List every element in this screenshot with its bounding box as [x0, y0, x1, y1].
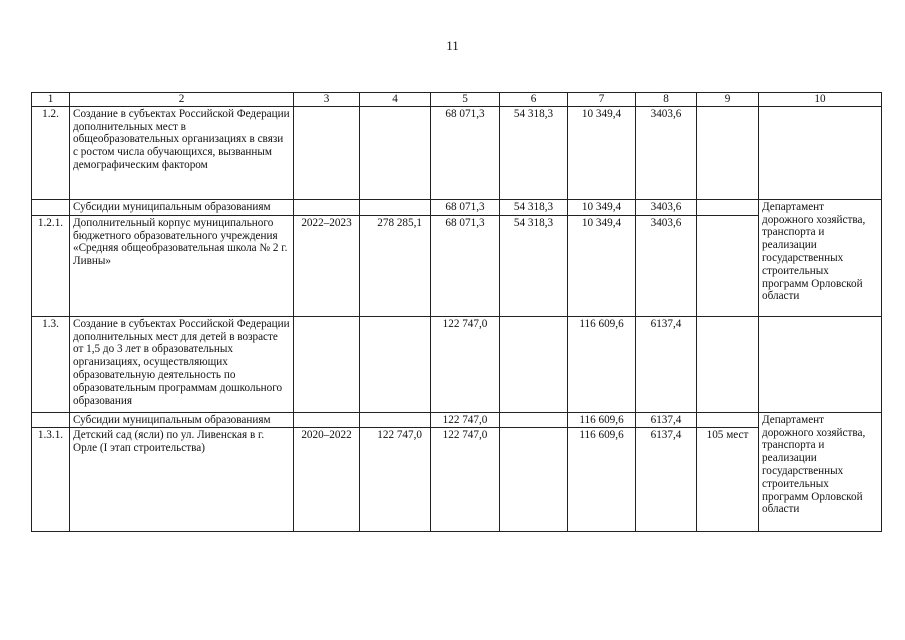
- activity-name: Создание в субъектах Российской Федерации дополнительных мест в общеобразовательных организациях в связи с ростом числа обучающихся, вызванным демографическим фактором: [70, 106, 294, 199]
- cost-cell: [360, 199, 431, 215]
- capacity-cell: [697, 215, 759, 316]
- value-cell: [500, 412, 568, 427]
- value-cell: 122 747,0: [431, 427, 500, 531]
- row-number: 1.2.1.: [32, 215, 70, 316]
- page-number: 11: [446, 38, 459, 53]
- table-row: [32, 316, 882, 412]
- value-cell: 3403,6: [636, 106, 697, 199]
- responsible-cell: Департамент дорожного хозяйства, транспорта и реализации государственных строительных программ Орловской области: [759, 199, 882, 316]
- cost-cell: 278 285,1: [360, 215, 431, 316]
- activity-name: Субсидии муниципальным образованиям: [70, 199, 294, 215]
- value-cell: 54 318,3: [500, 106, 568, 199]
- value-cell: 116 609,6: [568, 427, 636, 531]
- value-cell: 68 071,3: [431, 106, 500, 199]
- value-cell: 68 071,3: [431, 199, 500, 215]
- header-row: [32, 93, 882, 107]
- column-header: 8: [636, 93, 697, 107]
- row-number: 1.3.: [32, 316, 70, 412]
- period-cell: 2022–2023: [294, 215, 360, 316]
- column-header: 1: [32, 93, 70, 107]
- column-header: 3: [294, 93, 360, 107]
- responsible-cell: [759, 106, 882, 199]
- capacity-cell: [697, 316, 759, 412]
- cost-cell: [360, 316, 431, 412]
- period-cell: [294, 316, 360, 412]
- value-cell: 122 747,0: [431, 412, 500, 427]
- table-row: [32, 199, 882, 215]
- column-header: 7: [568, 93, 636, 107]
- column-header: 2: [70, 93, 294, 107]
- capacity-cell: [697, 199, 759, 215]
- table-row: [32, 427, 882, 531]
- table-row: [32, 215, 882, 316]
- period-cell: [294, 412, 360, 427]
- row-number: [32, 412, 70, 427]
- column-header: 5: [431, 93, 500, 107]
- value-cell: 10 349,4: [568, 199, 636, 215]
- value-cell: 68 071,3: [431, 215, 500, 316]
- capacity-cell: 105 мест: [697, 427, 759, 531]
- column-header: 10: [759, 93, 882, 107]
- column-header: 6: [500, 93, 568, 107]
- value-cell: 54 318,3: [500, 199, 568, 215]
- activity-name: Дополнительный корпус муниципального бюджетного образовательного учреждения «Средняя общеобразовательная школа № 2 г. Ливны»: [70, 215, 294, 316]
- value-cell: 116 609,6: [568, 316, 636, 412]
- period-cell: [294, 199, 360, 215]
- table-row: [32, 106, 882, 199]
- value-cell: 54 318,3: [500, 215, 568, 316]
- value-cell: [500, 316, 568, 412]
- value-cell: 3403,6: [636, 199, 697, 215]
- cost-cell: [360, 412, 431, 427]
- row-number: 1.2.: [32, 106, 70, 199]
- row-number: 1.3.1.: [32, 427, 70, 531]
- value-cell: 6137,4: [636, 316, 697, 412]
- row-number: [32, 199, 70, 215]
- activity-name: Создание в субъектах Российской Федерации дополнительных мест для детей в возрасте от 1,5 до 3 лет в образовательных организациях, осуществляющих образовательную деятельность по образовательным программам дошкольного образования: [70, 316, 294, 412]
- value-cell: 122 747,0: [431, 316, 500, 412]
- value-cell: 3403,6: [636, 215, 697, 316]
- value-cell: 6137,4: [636, 412, 697, 427]
- cost-cell: [360, 106, 431, 199]
- table-row: [32, 412, 882, 427]
- period-cell: [294, 106, 360, 199]
- capacity-cell: [697, 106, 759, 199]
- value-cell: 6137,4: [636, 427, 697, 531]
- responsible-cell: [759, 316, 882, 412]
- responsible-cell: Департамент дорожного хозяйства, транспорта и реализации государственных строительных программ Орловской области: [759, 412, 882, 531]
- value-cell: 116 609,6: [568, 412, 636, 427]
- activity-name: Детский сад (ясли) по ул. Ливенская в г. Орле (I этап строительства): [70, 427, 294, 531]
- cost-cell: 122 747,0: [360, 427, 431, 531]
- column-header: 9: [697, 93, 759, 107]
- value-cell: 10 349,4: [568, 215, 636, 316]
- activity-name: Субсидии муниципальным образованиям: [70, 412, 294, 427]
- column-header: 4: [360, 93, 431, 107]
- value-cell: 10 349,4: [568, 106, 636, 199]
- budget-table: [31, 92, 882, 532]
- capacity-cell: [697, 412, 759, 427]
- period-cell: 2020–2022: [294, 427, 360, 531]
- value-cell: [500, 427, 568, 531]
